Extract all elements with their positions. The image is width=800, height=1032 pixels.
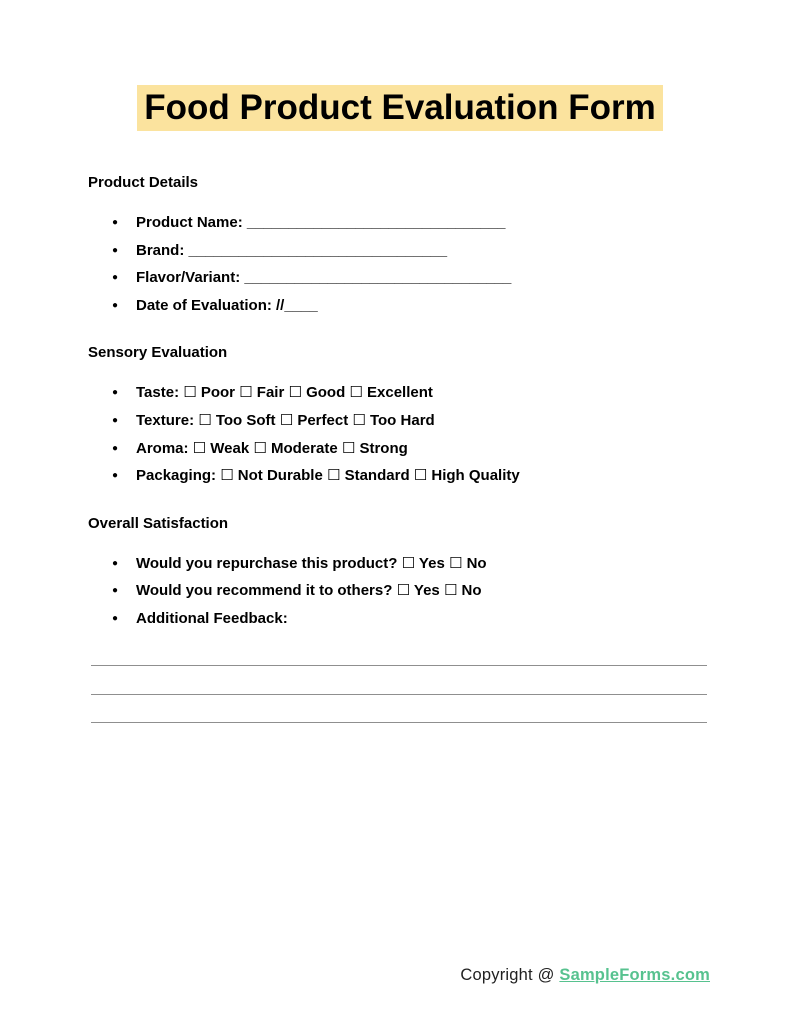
section-heading-product-details: Product Details bbox=[88, 174, 199, 191]
field-flavor-variant: Flavor/Variant: ________________________________ bbox=[136, 269, 512, 287]
bullet-icon: ● bbox=[112, 272, 119, 284]
bullet-icon: ● bbox=[112, 414, 119, 426]
feedback-writing-line bbox=[91, 695, 707, 724]
checkbox-line-recommend: Would you recommend it to others? ☐ Yes ☐ No bbox=[136, 582, 482, 600]
bullet-icon: ● bbox=[112, 612, 119, 624]
bullet-icon: ● bbox=[112, 470, 119, 482]
bullet-icon: ● bbox=[112, 585, 119, 597]
product-details-list bbox=[0, 209, 800, 319]
field-date-of-evaluation: Date of Evaluation: //____ bbox=[136, 296, 318, 314]
list-item bbox=[112, 435, 800, 463]
bullet-icon: ● bbox=[112, 299, 119, 311]
bullet-icon: ● bbox=[112, 244, 119, 256]
checkbox-line-taste: Taste: ☐ Poor ☐ Fair ☐ Good ☐ Excellent bbox=[136, 384, 433, 402]
field-brand: Brand: _______________________________ bbox=[136, 241, 448, 259]
feedback-writing-line bbox=[91, 666, 707, 695]
list-item bbox=[112, 209, 800, 237]
footer-link[interactable]: SampleForms.com bbox=[559, 966, 710, 984]
overall-satisfaction-list bbox=[0, 550, 800, 633]
checkbox-line-repurchase: Would you repurchase this product? ☐ Yes ☐ No bbox=[136, 554, 487, 572]
list-item bbox=[112, 462, 800, 490]
list-item bbox=[112, 550, 800, 578]
section-heading-sensory-evaluation: Sensory Evaluation bbox=[88, 344, 228, 362]
page-title: Food Product Evaluation Form bbox=[137, 85, 662, 131]
list-item bbox=[112, 407, 800, 435]
list-item bbox=[112, 292, 800, 320]
bullet-icon: ● bbox=[112, 217, 119, 228]
list-item bbox=[112, 237, 800, 265]
label-additional-feedback: Additional Feedback: bbox=[136, 609, 288, 627]
feedback-writing-line bbox=[91, 638, 707, 667]
feedback-lines bbox=[91, 638, 707, 724]
section-heading-overall-satisfaction: Overall Satisfaction bbox=[88, 514, 229, 532]
checkbox-line-packaging: Packaging: ☐ Not Durable ☐ Standard ☐ High Quality bbox=[136, 467, 520, 485]
checkbox-line-texture: Texture: ☐ Too Soft ☐ Perfect ☐ Too Hard bbox=[136, 411, 435, 429]
title-row bbox=[0, 85, 800, 131]
bullet-icon: ● bbox=[112, 387, 119, 399]
list-item bbox=[112, 264, 800, 292]
list-item bbox=[112, 379, 800, 407]
bullet-icon: ● bbox=[112, 557, 119, 569]
list-item bbox=[112, 577, 800, 605]
checkbox-line-aroma: Aroma: ☐ Weak ☐ Moderate ☐ Strong bbox=[136, 439, 408, 457]
field-product-name: Product Name: _______________________________ bbox=[136, 214, 506, 231]
sensory-evaluation-list bbox=[0, 379, 800, 489]
list-item bbox=[112, 605, 800, 633]
footer bbox=[460, 963, 710, 987]
bullet-icon: ● bbox=[112, 442, 119, 454]
copyright-text: Copyright @ bbox=[460, 966, 555, 984]
